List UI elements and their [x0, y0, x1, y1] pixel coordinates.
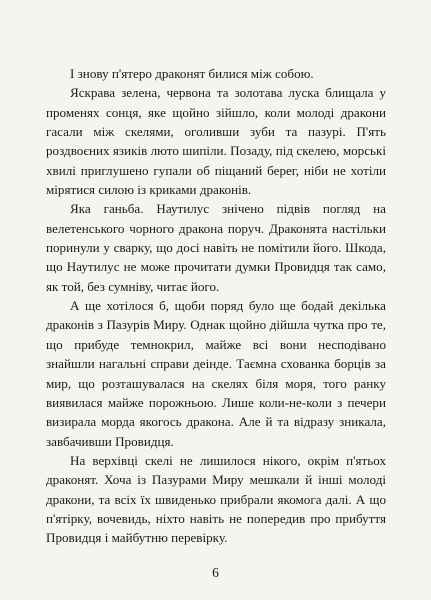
body-text: [46, 64, 386, 548]
paragraph-4: А ще хотілося б, щоби поряд було ще бодай декілька драконів з Пазурів Миру. Однак щойно дійшла чутка про те, що прибуде темнокрил, майже всі вони несподівано знайшли нагальні справи деінде. Таємна схованка борців за мир, що розташувалася на скелях біля моря, того ранку виявилася майже порожньою. Лише коли-не-коли з печери визирала морда якогось дракона. Але й та відразу зникала, завбачивши Провидця.: [46, 298, 386, 449]
paragraph-1: І знову п'ятеро драконят билися між собою.: [70, 66, 314, 81]
paragraph-5: На верхівці скелі не лишилося нікого, окрім п'ятьох драконят. Хоча із Пазурами Миру мешкали й інші молоді дракони, та всіх їх швиденько прибрали якомога далі. А що п'ятірку, вочевидь, ніхто навіть не попередив про прибуття Провидця і майбутню перевірку.: [46, 452, 386, 546]
paragraph-2: Яскрава зелена, червона та золотава луска блищала у променях сонця, яке щойно зійшло, коли молоді дракони гасали між скелями, оголивши зуби та пазурі. П'ять роздвоєних язиків люто шипіли. Позаду, під скелею, морські хвилі приглушено гупали об піщаний берег, ніби не хотіли мірятися силою із криками драконів.: [46, 85, 386, 198]
paragraph-3: Яка ганьба. Наутилус знічено підвів погляд на велетенського чорного дракона поруч. Драконята настільки поринули у сварку, що досі навіть не помітили його. Шкода, що Наутилус не може прочитати думки Провидця так само, як той, без сумніву, читає його.: [46, 201, 386, 294]
page-number: 6: [212, 565, 219, 580]
